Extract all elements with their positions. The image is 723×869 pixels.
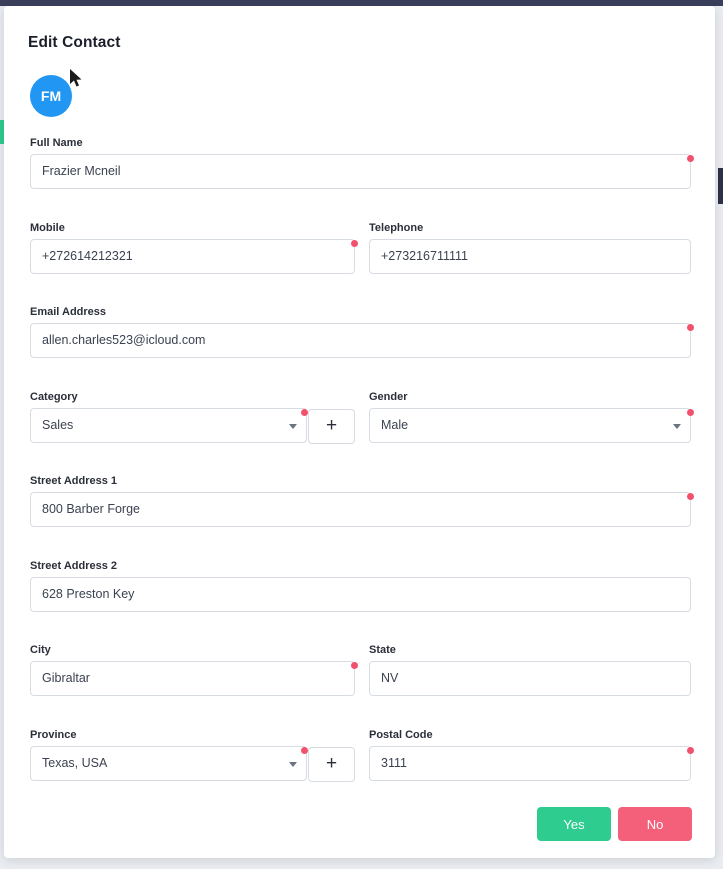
mobile-required-dot — [351, 240, 358, 247]
avatar-initials: FM — [40, 88, 62, 104]
city-required-dot — [351, 662, 358, 669]
field-city — [30, 644, 355, 696]
field-telephone — [369, 222, 691, 274]
category-label: Category — [30, 391, 78, 403]
no-button[interactable]: No — [618, 807, 692, 841]
field-street-address-1 — [30, 475, 691, 527]
telephone-label: Telephone — [369, 222, 424, 234]
full-name-required-dot — [687, 155, 694, 162]
edit-contact-dialog — [4, 6, 715, 858]
field-gender — [369, 391, 691, 443]
dialog-title: Edit Contact — [28, 34, 121, 51]
full-name-input[interactable]: Frazier Mcneil — [30, 154, 691, 189]
chevron-down-icon — [673, 424, 681, 429]
field-full-name — [30, 137, 691, 189]
street-address-1-input[interactable]: 800 Barber Forge — [30, 492, 691, 527]
field-category — [30, 391, 355, 443]
gender-select[interactable]: Male — [369, 408, 691, 443]
yes-button[interactable]: Yes — [537, 807, 611, 841]
field-postal-code — [369, 729, 691, 781]
right-edge-accent — [718, 168, 723, 204]
province-label: Province — [30, 729, 77, 741]
category-select[interactable]: Sales — [30, 408, 307, 443]
field-province — [30, 729, 355, 781]
street-address-2-label: Street Address 2 — [30, 560, 118, 572]
city-label: City — [30, 644, 51, 656]
chevron-down-icon — [289, 762, 297, 767]
mobile-label: Mobile — [30, 222, 65, 234]
field-mobile — [30, 222, 355, 274]
postal-code-required-dot — [687, 747, 694, 754]
category-required-dot — [301, 409, 308, 416]
postal-code-label: Postal Code — [369, 729, 433, 741]
telephone-input[interactable]: +273216711111 — [369, 239, 691, 274]
street-address-2-input[interactable]: 628 Preston Key — [30, 577, 691, 612]
city-input[interactable]: Gibraltar — [30, 661, 355, 696]
add-province-button[interactable]: + — [308, 747, 355, 782]
chevron-down-icon — [289, 424, 297, 429]
mobile-input[interactable]: +272614212321 — [30, 239, 355, 274]
province-required-dot — [301, 747, 308, 754]
gender-label: Gender — [369, 391, 408, 403]
email-address-required-dot — [687, 324, 694, 331]
email-address-input[interactable]: allen.charles523@icloud.com — [30, 323, 691, 358]
province-select[interactable]: Texas, USA — [30, 746, 307, 781]
street-address-1-label: Street Address 1 — [30, 475, 118, 487]
state-input[interactable]: NV — [369, 661, 691, 696]
full-name-label: Full Name — [30, 137, 83, 149]
field-state — [369, 644, 691, 696]
street-address-1-required-dot — [687, 493, 694, 500]
gender-required-dot — [687, 409, 694, 416]
contact-form — [4, 6, 715, 858]
postal-code-input[interactable]: 3111 — [369, 746, 691, 781]
field-street-address-2 — [30, 560, 691, 612]
add-category-button[interactable]: + — [308, 409, 355, 444]
state-label: State — [369, 644, 396, 656]
field-email-address — [30, 306, 691, 358]
email-address-label: Email Address — [30, 306, 107, 318]
